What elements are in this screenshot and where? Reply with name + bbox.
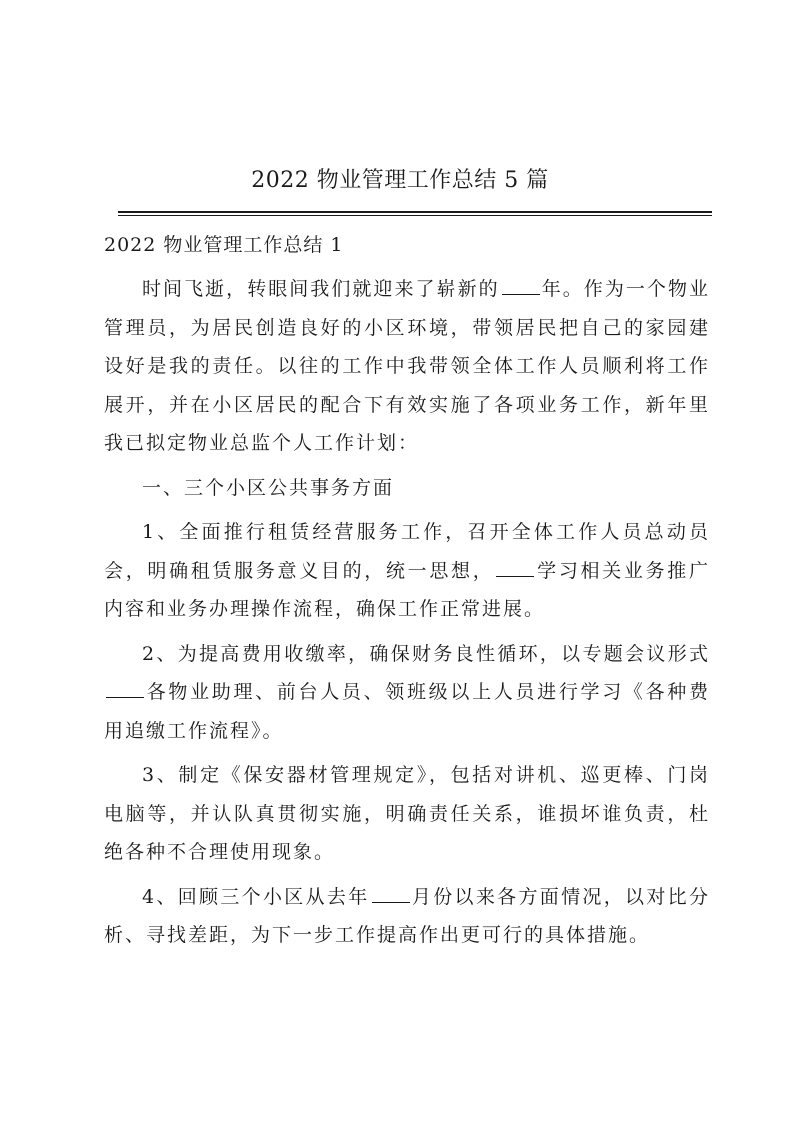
title-divider [118,211,712,216]
paragraph-text: 1、全面推行租赁经营服务工作，召开全体工作人员总动员会，明确租赁服务意义目的，统一思想， [104,521,710,582]
fill-blank [106,696,144,698]
paragraph-text: 2、为提高费用收缴率，确保财务良性循环，以专题会议形式 [142,642,710,665]
paragraph-text: 4、回顾三个小区从去年 [142,885,370,908]
fill-blank [496,575,534,577]
paragraph-text: 月份以来各方面情况，以对比分析、寻找差距，为下一步工作提高作出更可行的具体措施。 [104,885,710,946]
paragraph-text: 一、三个小区公共事务方面 [142,476,395,499]
paragraph-subheading [104,469,710,508]
paragraph-item-1 [104,513,710,629]
document-body [104,230,710,955]
paragraph-item-2 [104,635,710,751]
section-heading: 2022 物业管理工作总结 1 [104,234,344,256]
paragraph-text: 时间飞逝，转眼间我们就迎来了崭新的 [142,278,500,300]
paragraph-text: 年。作为一个物业管理员，为居民创造良好的小区环境，带领居民把自己的家园建设好是我的责任。以往的工作中我带领全体工作人员顺利将工作展开，并在小区居民的配合下有效实施了各项业务工作，新年里我已拟定物业总监个人工作计划： [104,278,710,454]
fill-blank [502,293,540,295]
paragraph-text: 学习相关业务推广内容和业务办理操作流程，确保工作正常进展。 [104,559,710,620]
paragraph-text: 3、制定《保安器材管理规定》，包括对讲机、巡更棒、门岗电脑等，并认队真贯彻实施，明确责任关系，谁损坏谁负责，杜绝各种不合理使用现象。 [104,764,710,863]
paragraph-intro [104,270,710,463]
paragraph-item-3 [104,756,710,872]
fill-blank [372,901,410,903]
paragraph-text: 各物业助理、前台人员、领班级以上人员进行学习《各种费用追缴工作流程》。 [104,681,710,742]
document-title: 2022 物业管理工作总结 5 篇 [251,168,549,193]
paragraph-item-4 [104,878,710,955]
